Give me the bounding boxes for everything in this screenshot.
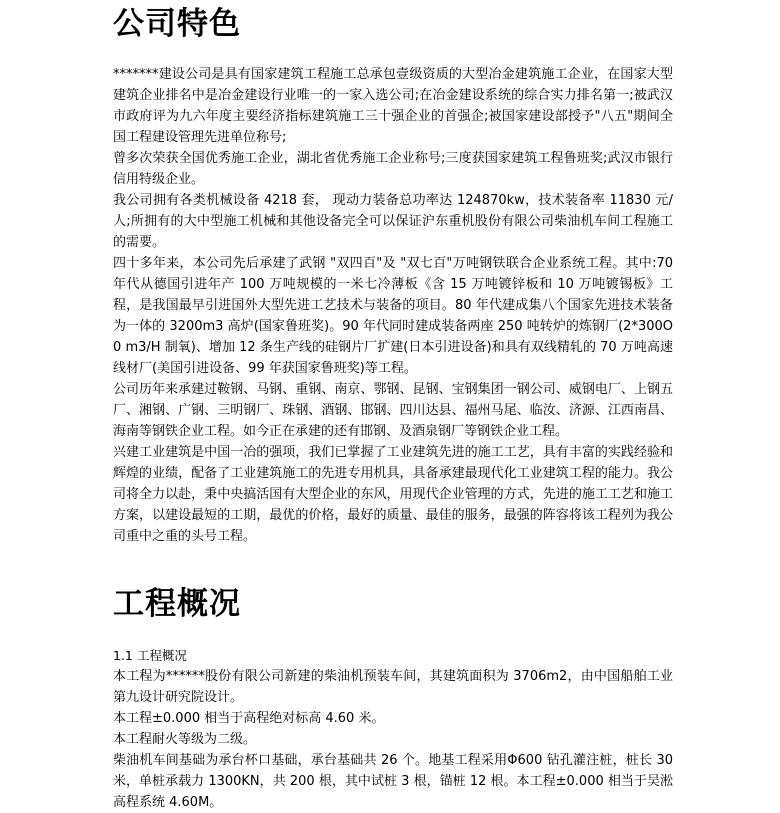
subheading-project-overview: 1.1 工程概况 xyxy=(113,648,187,663)
paragraph-foundation: 柴油机车间基础为承台杯口基础，承台基础共 26 个。地基工程采用Φ600 钻孔灌注桩，桩长 30 米，单桩承载力 1300KN，共 200 根，其中试桩 3 根，锚桩 12 根。本工程±0.000 相当于吴淞高程系统 4.60M。 xyxy=(113,753,673,810)
paragraph-project-intro: 本工程为******股份有限公司新建的柴油机预装车间，其建筑面积为 3706m2，由中国船舶工业第九设计研究院设计。 xyxy=(113,669,673,705)
paragraph-elevation: 本工程±0.000 相当于高程绝对标高 4.60 米。 xyxy=(113,711,385,726)
paragraph-awards: 曾多次荣获全国优秀施工企业，湖北省优秀施工企业称号;三度获国家建筑工程鲁班奖;武汉市银行信用特级企业。 xyxy=(113,151,673,187)
section-title-project-overview: 工程概况 xyxy=(113,586,241,622)
project-overview-body xyxy=(113,645,673,813)
paragraph-equipment: 我公司拥有各类机械设备 4218 套， 现动力装备总功率达 124870kw，技术装备率 11830 元/人;所拥有的大中型施工机械和其他设备完全可以保证沪东重机股份有限公司柴油机车间工程施工的需要。 xyxy=(113,193,673,250)
paragraph-company-qualification: *******建设公司是具有国家建筑工程施工总承包壹级资质的大型冶金建筑施工企业，在国家大型建筑企业排名中是冶金建设行业唯一的一家入选公司;在冶金建设系统的综合实力排名第一;被武汉市政府评为九六年度主要经济指标建筑施工三十强企业的首强企;被国家建设部授予"八五"期间全国工程建设管理先进单位称号; xyxy=(113,67,673,145)
company-features-body xyxy=(113,64,673,547)
paragraph-fire-rating: 本工程耐火等级为二级。 xyxy=(113,732,257,747)
paragraph-history: 四十多年来，本公司先后承建了武钢 "双四百"及 "双七百"万吨钢铁联合企业系统工程。其中:70 年代从德国引进年产 100 万吨规模的一米七冷薄板《含 15 万吨镀锌板和 10 万吨镀锡板》工程，是我国最早引进国外大型先进工艺技术与装备的项目。80 年代建成集八个国家先进技术装备为一体的 3200m3 高炉(国家鲁班奖)。90 年代同时建成装备两座 250 吨转炉的炼钢厂(2*300O0 m3/H 制氧)、增加 12 条生产线的硅钢片厂扩建(日本引进设备)和具有双线精轧的 70 万吨高速线材厂(美国引进设备、99 年获国家鲁班奖)等工程。 xyxy=(113,256,673,376)
section-title-company-features: 公司特色 xyxy=(113,6,241,42)
paragraph-projects: 公司历年来承建过鞍钢、马钢、重钢、南京、鄂钢、昆钢、宝钢集团一钢公司、威钢电厂、上钢五厂、湘钢、广钢、三明钢厂、珠钢、酒钢、邯钢、四川达县、福州马尾、临汝、济源、江西南昌、海南等钢铁企业工程。如今正在承建的还有邯钢、及酒泉钢厂等钢铁企业工程。 xyxy=(113,382,673,439)
paragraph-capability: 兴建工业建筑是中国一冶的强项，我们已掌握了工业建筑先进的施工工艺，具有丰富的实践经验和辉煌的业绩，配备了工业建筑施工的先进专用机具，具备承建最现代化工业建筑工程的能力。我公司将全力以赴，秉中央搞活国有大型企业的东风，用现代企业管理的方式，先进的施工工艺和施工方案，以建设最短的工期，最优的价格，最好的质量、最佳的服务，最强的阵容将该工程列为我公司重中之重的头号工程。 xyxy=(113,445,673,544)
